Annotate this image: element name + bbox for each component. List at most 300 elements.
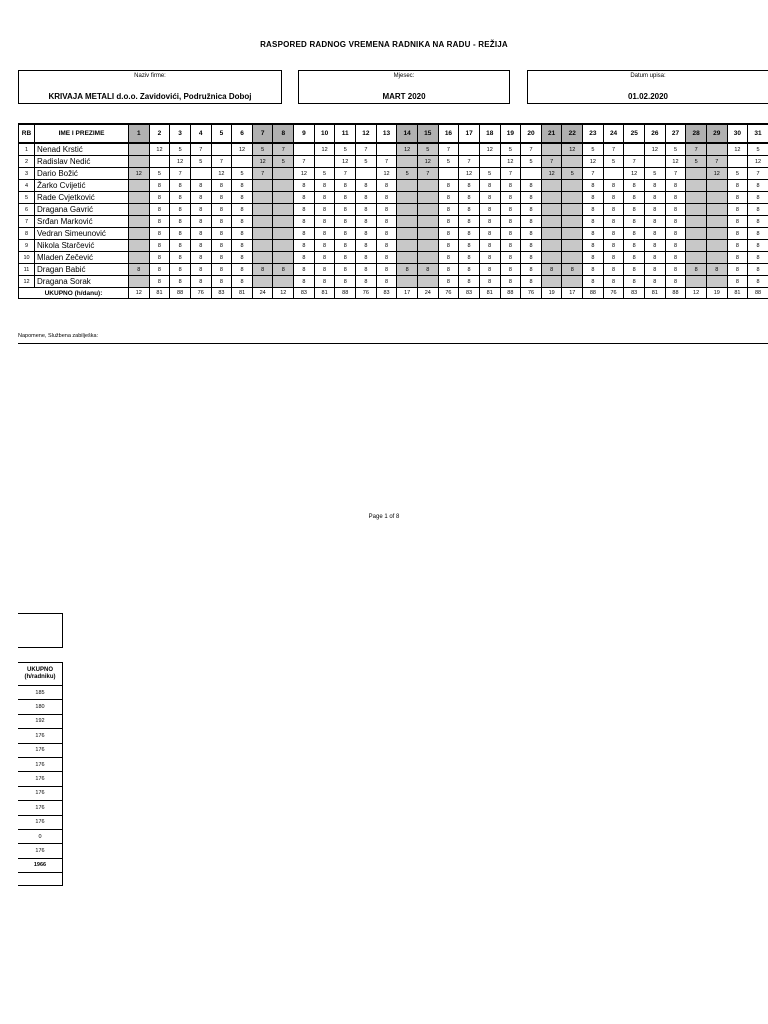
hours-cell: 8 — [665, 180, 686, 192]
row-number: 8 — [19, 228, 35, 240]
hours-cell: 5 — [603, 156, 624, 168]
hours-cell: 8 — [211, 240, 232, 252]
hours-cell: 7 — [624, 156, 645, 168]
hours-cell — [252, 216, 273, 228]
worker-total-value: 176 — [18, 801, 63, 815]
worker-total-row — [18, 686, 63, 700]
hours-cell: 8 — [314, 276, 335, 288]
hours-cell — [397, 180, 418, 192]
day-total-cell: 76 — [438, 288, 459, 299]
hours-cell: 8 — [376, 228, 397, 240]
totals-row — [19, 288, 768, 299]
hours-cell: 7 — [603, 143, 624, 156]
hours-cell: 5 — [232, 168, 253, 180]
header-day: 5 — [211, 124, 232, 143]
hours-cell: 8 — [335, 180, 356, 192]
header-day: 25 — [624, 124, 645, 143]
hours-cell: 8 — [748, 216, 768, 228]
worker-total-value: 176 — [18, 844, 63, 858]
day-total-cell: 19 — [706, 288, 727, 299]
row-number: 7 — [19, 216, 35, 228]
hours-cell — [294, 143, 315, 156]
hours-cell: 8 — [521, 204, 542, 216]
hours-cell: 8 — [665, 192, 686, 204]
hours-cell — [562, 192, 583, 204]
date-label: Datum upisa: — [630, 73, 666, 79]
hours-cell — [686, 204, 707, 216]
hours-cell — [521, 168, 542, 180]
hours-cell: 8 — [665, 252, 686, 264]
day-total-cell: 83 — [459, 288, 480, 299]
hours-cell: 8 — [583, 216, 604, 228]
hours-cell: 8 — [479, 204, 500, 216]
hours-cell: 8 — [748, 204, 768, 216]
header-day: 2 — [149, 124, 170, 143]
hours-cell — [129, 276, 150, 288]
hours-cell: 8 — [376, 252, 397, 264]
hours-cell: 8 — [541, 264, 562, 276]
hours-cell: 7 — [294, 156, 315, 168]
table-row — [19, 264, 768, 276]
row-number: 1 — [19, 143, 35, 156]
hours-cell: 8 — [665, 240, 686, 252]
hours-cell: 8 — [479, 180, 500, 192]
hours-cell: 8 — [583, 180, 604, 192]
hours-cell: 8 — [727, 216, 748, 228]
hours-cell: 12 — [706, 168, 727, 180]
hours-cell: 8 — [190, 204, 211, 216]
hours-cell: 8 — [149, 216, 170, 228]
hours-cell — [562, 276, 583, 288]
hours-cell: 5 — [417, 143, 438, 156]
hours-cell: 8 — [500, 228, 521, 240]
hours-cell: 8 — [624, 264, 645, 276]
hours-cell — [562, 228, 583, 240]
hours-cell: 8 — [438, 240, 459, 252]
hours-cell: 8 — [335, 228, 356, 240]
hours-cell: 8 — [645, 252, 666, 264]
hours-cell: 8 — [397, 264, 418, 276]
date-value: 01.02.2020 — [627, 92, 669, 101]
day-total-cell: 12 — [129, 288, 150, 299]
hours-cell: 8 — [459, 276, 480, 288]
hours-cell: 7 — [190, 143, 211, 156]
hours-cell: 8 — [190, 252, 211, 264]
header-day: 1 — [129, 124, 150, 143]
table-row — [19, 252, 768, 264]
hours-cell: 8 — [314, 252, 335, 264]
header-name: IME I PREZIME — [35, 124, 129, 143]
hours-cell — [397, 240, 418, 252]
worker-name: Rade Cvjetković — [35, 192, 129, 204]
hours-cell: 8 — [603, 216, 624, 228]
hours-cell: 8 — [562, 264, 583, 276]
hours-cell: 8 — [583, 204, 604, 216]
hours-cell: 8 — [645, 228, 666, 240]
header-day: 20 — [521, 124, 542, 143]
hours-cell: 8 — [211, 276, 232, 288]
hours-cell — [706, 252, 727, 264]
header-day: 30 — [727, 124, 748, 143]
hours-cell: 8 — [438, 252, 459, 264]
hours-cell: 12 — [170, 156, 191, 168]
hours-cell — [252, 228, 273, 240]
hours-cell: 8 — [727, 252, 748, 264]
worker-totals-header-line1: UKUPNO — [26, 667, 53, 673]
hours-cell: 8 — [521, 276, 542, 288]
header-day: 31 — [748, 124, 768, 143]
hours-cell: 12 — [645, 143, 666, 156]
hours-cell — [417, 216, 438, 228]
hours-cell — [273, 240, 294, 252]
hours-cell: 12 — [479, 143, 500, 156]
worker-total-value: 176 — [18, 757, 63, 771]
row-number: 9 — [19, 240, 35, 252]
hours-cell: 5 — [479, 168, 500, 180]
hours-cell: 8 — [624, 252, 645, 264]
header-day: 12 — [356, 124, 377, 143]
table-row — [19, 156, 768, 168]
hours-cell: 12 — [294, 168, 315, 180]
hours-cell — [129, 252, 150, 264]
hours-cell — [397, 204, 418, 216]
day-total-cell: 88 — [583, 288, 604, 299]
day-total-cell: 81 — [479, 288, 500, 299]
hours-cell — [417, 192, 438, 204]
row-number: 11 — [19, 264, 35, 276]
header-day: 27 — [665, 124, 686, 143]
hours-cell — [273, 204, 294, 216]
hours-cell: 8 — [335, 216, 356, 228]
hours-cell: 5 — [190, 156, 211, 168]
hours-cell — [541, 204, 562, 216]
hours-cell: 8 — [232, 180, 253, 192]
hours-cell: 12 — [417, 156, 438, 168]
header-day: 4 — [190, 124, 211, 143]
hours-cell: 8 — [645, 216, 666, 228]
day-total-cell: 88 — [500, 288, 521, 299]
hours-cell: 7 — [521, 143, 542, 156]
hours-cell: 8 — [232, 228, 253, 240]
hours-cell: 8 — [232, 252, 253, 264]
hours-cell: 5 — [252, 143, 273, 156]
header-day: 6 — [232, 124, 253, 143]
row-number: 4 — [19, 180, 35, 192]
row-number: 3 — [19, 168, 35, 180]
hours-cell: 8 — [521, 180, 542, 192]
hours-cell: 8 — [376, 216, 397, 228]
hours-cell — [417, 252, 438, 264]
hours-cell: 8 — [603, 180, 624, 192]
hours-cell: 8 — [211, 228, 232, 240]
hours-cell — [706, 204, 727, 216]
worker-totals-header — [18, 663, 63, 686]
hours-cell: 8 — [149, 252, 170, 264]
hours-cell — [129, 156, 150, 168]
hours-cell — [252, 204, 273, 216]
hours-cell — [397, 276, 418, 288]
hours-cell: 8 — [314, 240, 335, 252]
hours-cell: 8 — [252, 264, 273, 276]
hours-cell: 5 — [727, 168, 748, 180]
hours-cell: 8 — [170, 192, 191, 204]
hours-cell — [541, 180, 562, 192]
hours-cell: 8 — [356, 204, 377, 216]
hours-cell — [706, 276, 727, 288]
hours-cell: 8 — [294, 264, 315, 276]
hours-cell: 8 — [748, 228, 768, 240]
hours-cell: 8 — [624, 228, 645, 240]
hours-cell: 8 — [459, 252, 480, 264]
hours-cell: 7 — [583, 168, 604, 180]
table-row — [19, 228, 768, 240]
hours-cell — [727, 156, 748, 168]
hours-cell: 8 — [645, 204, 666, 216]
hours-cell — [252, 276, 273, 288]
hours-cell: 8 — [500, 276, 521, 288]
hours-cell: 8 — [727, 240, 748, 252]
hours-cell — [417, 204, 438, 216]
hours-cell — [397, 192, 418, 204]
hours-cell: 12 — [727, 143, 748, 156]
hours-cell: 5 — [314, 168, 335, 180]
hours-cell — [438, 168, 459, 180]
worker-name: Dragana Gavrić — [35, 204, 129, 216]
header-day: 19 — [500, 124, 521, 143]
notes-label: Napomene, Službena zabilješka: — [18, 333, 99, 339]
header-day: 24 — [603, 124, 624, 143]
hours-cell: 8 — [294, 204, 315, 216]
hours-cell: 8 — [356, 180, 377, 192]
hours-cell — [686, 252, 707, 264]
hours-cell — [686, 168, 707, 180]
hours-cell: 12 — [665, 156, 686, 168]
worker-totals-table — [18, 662, 63, 886]
hours-cell: 12 — [335, 156, 356, 168]
hours-cell — [397, 252, 418, 264]
header-day: 14 — [397, 124, 418, 143]
hours-cell — [459, 143, 480, 156]
hours-cell: 8 — [665, 228, 686, 240]
hours-cell — [273, 192, 294, 204]
header-day: 21 — [541, 124, 562, 143]
worker-total-sum: 1966 — [18, 858, 63, 872]
hours-cell — [397, 216, 418, 228]
hours-cell: 8 — [170, 180, 191, 192]
hours-cell: 8 — [459, 240, 480, 252]
hours-cell: 8 — [479, 240, 500, 252]
table-row — [19, 180, 768, 192]
hours-cell: 8 — [190, 192, 211, 204]
table-row — [19, 204, 768, 216]
hours-cell: 8 — [521, 252, 542, 264]
hours-cell: 8 — [748, 192, 768, 204]
row-number: 10 — [19, 252, 35, 264]
hours-cell: 8 — [603, 264, 624, 276]
document-title: RASPORED RADNOG VREMENA RADNIKA NA RADU - REŽIJA — [260, 40, 508, 49]
header-day: 17 — [459, 124, 480, 143]
hours-cell: 8 — [459, 264, 480, 276]
hours-cell — [706, 180, 727, 192]
hours-cell: 8 — [665, 264, 686, 276]
hours-cell: 8 — [479, 228, 500, 240]
hours-cell — [417, 240, 438, 252]
hours-cell — [686, 192, 707, 204]
hours-cell: 8 — [438, 228, 459, 240]
hours-cell: 8 — [211, 216, 232, 228]
hours-cell: 12 — [314, 143, 335, 156]
hours-cell: 7 — [438, 143, 459, 156]
day-total-cell: 19 — [541, 288, 562, 299]
hours-cell: 8 — [459, 180, 480, 192]
hours-cell — [603, 168, 624, 180]
worker-name: Dario Božić — [35, 168, 129, 180]
hours-cell: 5 — [583, 143, 604, 156]
totals-label: UKUPNO (h/danu): — [19, 288, 129, 299]
hours-cell: 8 — [583, 228, 604, 240]
hours-cell: 5 — [562, 168, 583, 180]
hours-cell — [252, 180, 273, 192]
hours-cell — [541, 252, 562, 264]
hours-cell: 8 — [335, 240, 356, 252]
hours-cell: 8 — [294, 228, 315, 240]
hours-cell: 8 — [500, 240, 521, 252]
hours-cell — [376, 143, 397, 156]
hours-cell: 7 — [500, 168, 521, 180]
hours-cell — [417, 228, 438, 240]
hours-cell: 8 — [603, 192, 624, 204]
day-total-cell: 88 — [665, 288, 686, 299]
day-total-cell: 81 — [314, 288, 335, 299]
hours-cell: 7 — [211, 156, 232, 168]
header-day: 7 — [252, 124, 273, 143]
hours-cell: 8 — [603, 204, 624, 216]
hours-cell: 12 — [562, 143, 583, 156]
hours-cell: 8 — [170, 240, 191, 252]
header-day: 29 — [706, 124, 727, 143]
day-total-cell: 76 — [356, 288, 377, 299]
month-box — [298, 70, 510, 104]
hours-cell: 8 — [748, 240, 768, 252]
day-total-cell: 83 — [294, 288, 315, 299]
worker-total-value: 176 — [18, 815, 63, 829]
hours-cell — [541, 192, 562, 204]
hours-cell: 8 — [603, 240, 624, 252]
day-total-cell: 88 — [170, 288, 191, 299]
hours-cell: 8 — [335, 252, 356, 264]
hours-cell: 8 — [521, 264, 542, 276]
hours-cell: 8 — [459, 216, 480, 228]
hours-cell: 8 — [129, 264, 150, 276]
hours-cell: 8 — [500, 264, 521, 276]
hours-cell: 8 — [583, 192, 604, 204]
table-row — [19, 143, 768, 156]
worker-name: Žarko Cvijetić — [35, 180, 129, 192]
worker-total-value: 180 — [18, 700, 63, 714]
firm-box — [18, 70, 282, 104]
hours-cell — [479, 156, 500, 168]
hours-cell: 8 — [603, 252, 624, 264]
hours-cell — [706, 228, 727, 240]
firm-label: Naziv firme: — [134, 73, 166, 79]
hours-cell — [252, 252, 273, 264]
hours-cell: 7 — [273, 143, 294, 156]
hours-cell: 8 — [356, 252, 377, 264]
hours-cell: 8 — [232, 216, 253, 228]
worker-totals-header-line2: (h/radniku) — [24, 674, 56, 680]
row-number: 2 — [19, 156, 35, 168]
hours-cell — [706, 216, 727, 228]
hours-cell: 8 — [149, 192, 170, 204]
hours-cell: 8 — [314, 192, 335, 204]
hours-cell: 8 — [479, 252, 500, 264]
hours-cell — [541, 143, 562, 156]
hours-cell — [706, 143, 727, 156]
hours-cell: 8 — [149, 276, 170, 288]
hours-cell: 8 — [706, 264, 727, 276]
hours-cell: 8 — [748, 180, 768, 192]
header-day: 8 — [273, 124, 294, 143]
day-total-cell: 88 — [335, 288, 356, 299]
worker-name: Nenad Krstić — [35, 143, 129, 156]
hours-cell — [686, 240, 707, 252]
hours-cell: 8 — [211, 192, 232, 204]
hours-cell: 8 — [149, 180, 170, 192]
hours-cell — [706, 192, 727, 204]
table-row — [19, 192, 768, 204]
side-empty-box — [18, 613, 63, 648]
hours-cell — [397, 228, 418, 240]
worker-total-blank-row — [18, 873, 63, 886]
hours-cell: 8 — [624, 276, 645, 288]
hours-cell: 8 — [170, 276, 191, 288]
hours-cell: 8 — [294, 216, 315, 228]
hours-cell — [686, 180, 707, 192]
hours-cell: 8 — [232, 264, 253, 276]
hours-cell — [562, 252, 583, 264]
day-total-cell: 83 — [211, 288, 232, 299]
worker-name: Nikola Starčević — [35, 240, 129, 252]
day-total-cell: 83 — [376, 288, 397, 299]
hours-cell: 5 — [686, 156, 707, 168]
hours-cell: 5 — [335, 143, 356, 156]
hours-cell — [232, 156, 253, 168]
hours-cell — [541, 228, 562, 240]
hours-cell: 8 — [335, 204, 356, 216]
hours-cell — [562, 204, 583, 216]
hours-cell — [562, 156, 583, 168]
hours-cell — [129, 204, 150, 216]
hours-cell: 5 — [500, 143, 521, 156]
header-day: 10 — [314, 124, 335, 143]
hours-cell: 8 — [314, 216, 335, 228]
hours-cell: 12 — [397, 143, 418, 156]
hours-cell: 8 — [149, 228, 170, 240]
hours-cell — [562, 240, 583, 252]
day-total-cell: 24 — [252, 288, 273, 299]
worker-name: Mladen Zečević — [35, 252, 129, 264]
hours-cell: 8 — [376, 276, 397, 288]
worker-total-value: 176 — [18, 786, 63, 800]
hours-cell: 12 — [376, 168, 397, 180]
hours-cell: 8 — [190, 228, 211, 240]
hours-cell: 8 — [500, 204, 521, 216]
hours-cell: 5 — [149, 168, 170, 180]
hours-cell — [273, 228, 294, 240]
hours-cell: 8 — [356, 192, 377, 204]
hours-cell: 8 — [211, 180, 232, 192]
day-total-cell: 76 — [190, 288, 211, 299]
